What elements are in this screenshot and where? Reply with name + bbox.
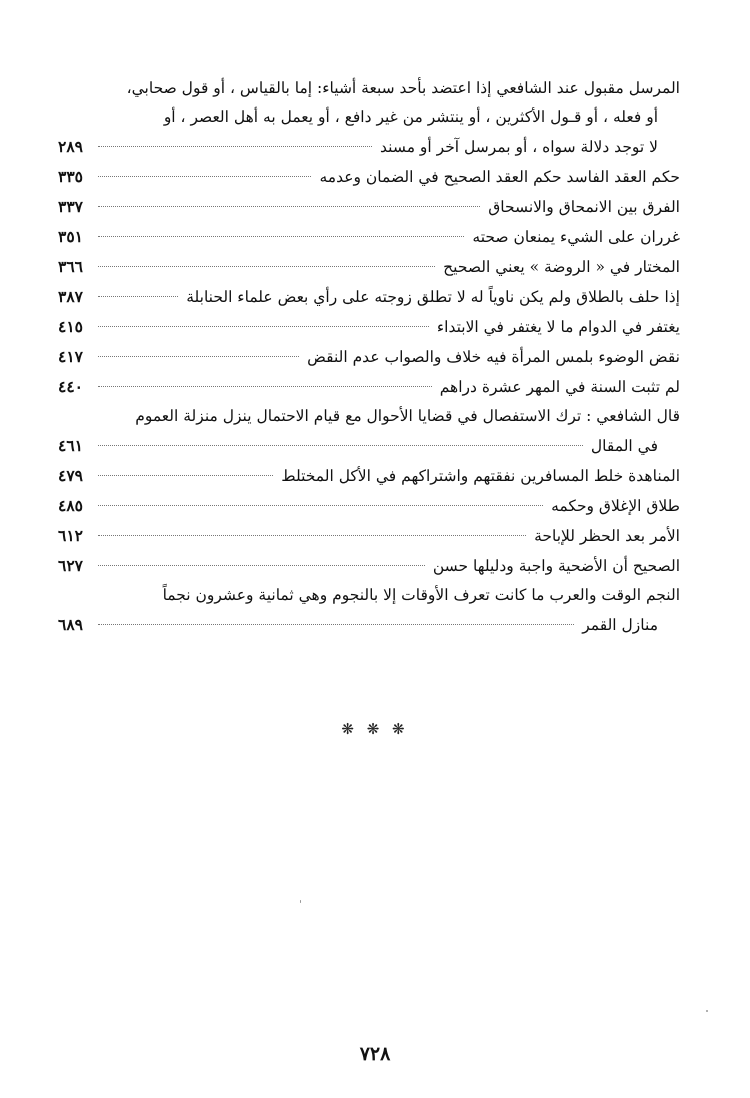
dot-leader — [98, 624, 574, 625]
entry-text-line: النجم الوقت والعرب ما كانت تعرف الأوقات إلا بالنجوم وهي ثمانية وعشرون نجماً — [162, 586, 680, 604]
dot-leader — [98, 475, 273, 476]
index-entry — [58, 282, 680, 312]
index-list — [58, 74, 680, 640]
entry-page-number: ٤٧٩ — [58, 466, 83, 485]
scan-speck — [300, 900, 301, 903]
entry-last-line — [58, 461, 680, 491]
entry-text-line: أو فعله ، أو قـول الأكثرين ، أو ينتشر من غير دافع ، أو يعمل به أهل العصر ، أو — [163, 108, 658, 126]
entry-text-line: الأمر بعد الحظر للإباحة — [534, 527, 680, 545]
dot-leader — [98, 266, 435, 267]
entry-text-line: لم تثبت السنة في المهر عشرة دراهم — [439, 378, 680, 396]
index-entry — [58, 581, 680, 640]
entry-page-number: ٣٥١ — [58, 227, 83, 246]
entry-page-number: ٣٣٧ — [58, 197, 83, 216]
entry-page-number: ٤٦١ — [58, 436, 83, 455]
entry-last-line — [58, 252, 680, 282]
index-entry — [58, 461, 680, 491]
index-entry — [58, 372, 680, 402]
dot-leader — [98, 386, 432, 387]
index-entry — [58, 402, 680, 461]
page-number: ٧٢٨ — [359, 1043, 391, 1065]
dot-leader — [98, 146, 372, 147]
entry-last-line — [58, 342, 680, 372]
entry-text-line: قال الشافعي : ترك الاستفصال في قضايا الأحوال مع قيام الاحتمال ينزل منزلة العموم — [135, 407, 680, 425]
entry-text-line: المختار في « الروضة » يعني الصحيح — [443, 258, 680, 276]
index-entry — [58, 491, 680, 521]
entry-text-line: منازل القمر — [582, 616, 658, 634]
dot-leader — [98, 505, 543, 506]
entry-last-line — [58, 192, 680, 222]
entry-text-line: المناهدة خلط المسافرين نفقتهم واشتراكهم في الأكل المختلط — [281, 467, 680, 485]
index-entry — [58, 252, 680, 282]
dot-leader — [98, 326, 429, 327]
entry-last-line — [58, 551, 680, 581]
entry-last-line — [58, 222, 680, 252]
entry-text-line: حكم العقد الفاسد حكم العقد الصحيح في الضمان وعدمه — [319, 168, 680, 186]
entry-text-line: في المقال — [590, 437, 658, 455]
index-entry — [58, 192, 680, 222]
entry-last-line — [58, 282, 680, 312]
entry-page-number: ٦١٢ — [58, 526, 83, 545]
entry-text-line: طلاق الإغلاق وحكمه — [551, 497, 680, 515]
entry-page-number: ٣٣٥ — [58, 167, 83, 186]
entry-page-number: ٦٨٩ — [58, 615, 83, 634]
index-entry — [58, 74, 680, 162]
scan-speck — [706, 1010, 708, 1012]
dot-leader — [98, 565, 425, 566]
dot-leader — [98, 356, 299, 357]
entry-last-line — [58, 312, 680, 342]
entry-last-line — [58, 132, 680, 162]
entry-page-number: ٢٨٩ — [58, 137, 83, 156]
index-entry — [58, 222, 680, 252]
entry-page-number: ٣٨٧ — [58, 287, 83, 306]
dot-leader — [98, 296, 178, 297]
entry-page-number: ٤٤٠ — [58, 377, 83, 396]
entry-last-line — [58, 162, 680, 192]
index-entry — [58, 312, 680, 342]
entry-text-line: المرسل مقبول عند الشافعي إذا اعتضد بأحد سبعة أشياء: إما بالقياس ، أو قول صحابي، — [126, 79, 680, 97]
entry-page-number: ٤٨٥ — [58, 496, 83, 515]
entry-last-line — [58, 491, 680, 521]
index-entry — [58, 551, 680, 581]
index-entry — [58, 342, 680, 372]
entry-text-line: نقض الوضوء بلمس المرأة فيه خلاف والصواب عدم النقض — [307, 348, 680, 366]
entry-text-line: يغتفر في الدوام ما لا يغتفر في الابتداء — [436, 318, 680, 336]
index-entry — [58, 162, 680, 192]
dot-leader — [98, 535, 526, 536]
entry-page-number: ٣٦٦ — [58, 257, 83, 276]
index-entry — [58, 521, 680, 551]
dot-leader — [98, 236, 464, 237]
entry-last-line — [58, 610, 680, 640]
entry-text-line: إذا حلف بالطلاق ولم يكن ناوياً له لا تطلق زوجته على رأي بعض علماء الحنابلة — [186, 288, 680, 306]
dot-leader — [98, 206, 480, 207]
entry-text-line: الصحيح أن الأضحية واجبة ودليلها حسن — [432, 557, 680, 575]
entry-text-line: غرران على الشيء يمنعان صحته — [472, 228, 680, 246]
entry-text-line: الفرق بين الانمحاق والانسحاق — [488, 198, 680, 216]
entry-page-number: ٤١٧ — [58, 347, 83, 366]
entry-last-line — [58, 372, 680, 402]
entry-last-line — [58, 431, 680, 461]
entry-last-line — [58, 521, 680, 551]
entry-page-number: ٦٢٧ — [58, 556, 83, 575]
section-end-ornament: ❋ ❋ ❋ — [341, 720, 409, 738]
dot-leader — [98, 445, 583, 446]
entry-page-number: ٤١٥ — [58, 317, 83, 336]
entry-text-line: لا توجد دلالة سواه ، أو بمرسل آخر أو مسند — [380, 138, 658, 156]
dot-leader — [98, 176, 311, 177]
